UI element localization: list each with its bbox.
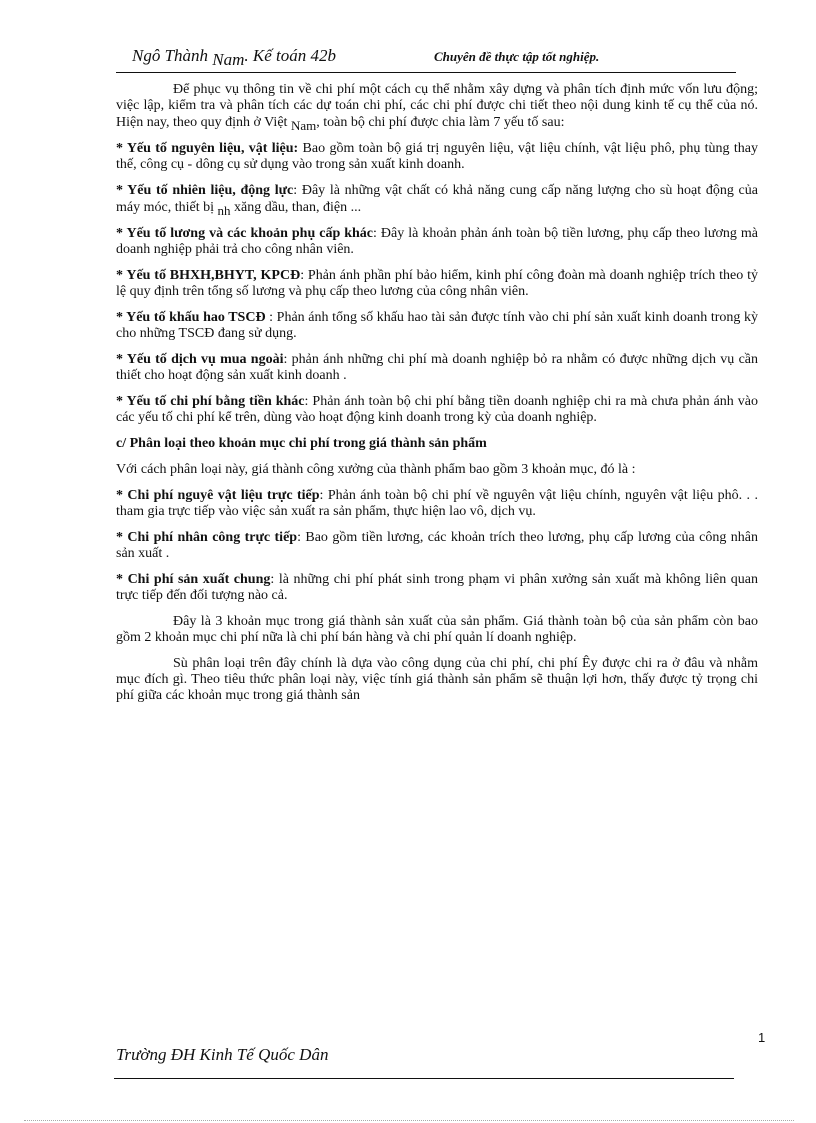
factor-other-cash-title: * Yếu tố chi phí bằng tiền khác bbox=[116, 394, 305, 409]
factor-materials-title: * Yếu tố nguyên liệu, vật liệu: bbox=[116, 141, 299, 156]
header-author bbox=[132, 46, 337, 69]
factor-materials-text: Bao gồm toàn bộ giá trị nguyên liệu, vật liệu chính, vật liệu phô, phụ tùng thay thế, công cụ - dông cụ sử dụng vào trong sản xuất kinh doanh. bbox=[116, 141, 758, 172]
intro-subscript: Nam bbox=[290, 118, 317, 133]
factor-salary-text: : Đây là khoản phản ánh toàn bộ tiền lương, phụ cấp theo lương mà doanh nghiệp phải trả cho công nhân viên. bbox=[116, 226, 759, 257]
item-direct-materials bbox=[116, 488, 758, 520]
footer-divider bbox=[114, 1078, 734, 1079]
item-direct-labor-title: * Chi phí nhân công trực tiếp bbox=[116, 530, 298, 545]
item-overhead bbox=[116, 572, 758, 604]
item-direct-materials-text: : Phản ánh toàn bộ chi phí về nguyên vật liệu chính, nguyên vật liệu phô. . . tham gia trực tiếp vào việc sản xuất ra sản phẩm, thực hiện lao vô, dịch vụ. bbox=[116, 488, 758, 519]
factor-insurance bbox=[116, 268, 758, 300]
factor-fuel-subscript: nh bbox=[217, 203, 231, 218]
author-prefix: Ngô Thành bbox=[132, 46, 213, 65]
factor-insurance-text: : Phản ánh phần phí bảo hiểm, kinh phí công đoàn mà doanh nghiệp trích theo tỷ lệ quy định trên tổng số lương và phụ cấp theo lương của công nhân viên. bbox=[116, 268, 758, 299]
item-direct-materials-title: * Chi phí nguyê vật liệu trực tiếp bbox=[116, 488, 320, 503]
item-overhead-text: : là những chi phí phát sinh trong phạm vi phân xưởng sản xuất mà không liên quan trực tiếp đến đối tượng nào cả. bbox=[116, 572, 759, 603]
page-header bbox=[116, 44, 736, 72]
section-c-intro: Với cách phân loại này, giá thành công xưởng của thành phẩm bao gồm 3 khoản mục, đó là : bbox=[116, 462, 636, 477]
factor-other-cash bbox=[116, 394, 758, 426]
factor-services bbox=[116, 352, 758, 384]
factor-depreciation bbox=[116, 310, 758, 342]
factor-materials bbox=[116, 141, 758, 173]
item-direct-labor bbox=[116, 530, 758, 562]
factor-depreciation-title: * Yếu tố khấu hao TSCĐ bbox=[116, 310, 266, 325]
factor-fuel-text-b: xăng dầu, than, điện ... bbox=[230, 200, 362, 215]
factor-insurance-title: * Yếu tố BHXH,BHYT, KPCĐ bbox=[116, 268, 301, 283]
intro-paragraph bbox=[116, 82, 758, 131]
factor-fuel bbox=[116, 183, 758, 216]
factor-salary bbox=[116, 226, 758, 258]
factor-depreciation-text: : Phản ánh tổng số khấu hao tài sản được tính vào chi phí sản xuất kinh doanh trong kỳ cho những TSCĐ đang sử dụng. bbox=[116, 310, 758, 341]
section-c-heading bbox=[116, 436, 758, 452]
author-suffix: . Kế toán 42b bbox=[244, 46, 337, 65]
header-divider bbox=[116, 72, 736, 73]
page-number: 1 bbox=[758, 1030, 766, 1045]
footer-school: Trường ĐH Kinh Tế Quốc Dân bbox=[116, 1045, 329, 1064]
header-title: Chuyên đề thực tập tốt nghiệp. bbox=[434, 49, 600, 64]
factor-services-text: : phản ánh những chi phí mà doanh nghiệp bỏ ra nhằm có được những dịch vụ cần thiết cho hoạt động sản xuất kinh doanh . bbox=[116, 352, 759, 383]
item-overhead-title: * Chi phí sản xuất chung bbox=[116, 572, 271, 587]
item-direct-labor-text: : Bao gồm tiền lương, các khoản trích theo lương, phụ cấp lương của công nhân sản xuất . bbox=[116, 530, 758, 561]
closing-paragraph-1: Đây là 3 khoản mục trong giá thành sản xuất của sản phẩm. Giá thành toàn bộ của sản phẩm còn bao gồm 2 khoản mục chi phí nữa là chi phí bán hàng và chi phí quản lí doanh nghiệp. bbox=[116, 614, 758, 645]
author-subscript: Nam bbox=[212, 50, 245, 69]
closing-paragraph-2: Sù phân loại trên đây chính là dựa vào công dụng của chi phí, chi phí Êy được chi ra ở đâu và nhằm mục đích gì. Theo tiêu thức phân loại này, việc tính giá thành sản phẩm sẽ thuận lợi hơn, thấy được tỷ trọng chi phí giữa các khoản mục trong giá thành sản bbox=[116, 656, 758, 703]
section-c-title: c/ Phân loại theo khoản mục chi phí trong giá thành sản phẩm bbox=[116, 436, 487, 451]
factor-services-title: * Yếu tố dịch vụ mua ngoài bbox=[116, 352, 284, 367]
intro-text-b: , toàn bộ chi phí được chia làm 7 yếu tố sau: bbox=[316, 115, 565, 130]
page-body bbox=[116, 82, 758, 714]
intro-text-a: Để phục vụ thông tin về chi phí một cách cụ thể nhằm xây dựng và phân tích định mức vốn lưu động; việc lập, kiểm tra và phân tích các dự toán chi phí, các chi phí được chi tiết theo nội dung kinh tế cụ thể của nó. Hiện nay, theo quy định ở Việt bbox=[116, 82, 758, 130]
factor-other-cash-text: : Phản ánh toàn bộ chi phí bằng tiền doanh nghiệp chi ra mà chưa phản ánh vào các yếu tố chi phí kể trên, dùng vào hoạt động kinh doanh trong kỳ của doanh nghiệp. bbox=[116, 394, 759, 425]
factor-fuel-text-a: : Đây là những vật chất có khả năng cung cấp năng lượng cho sù hoạt động của máy móc, thiết bị bbox=[116, 183, 758, 215]
factor-salary-title: * Yếu tố lương và các khoản phụ cấp khác bbox=[116, 226, 374, 241]
page-edge-divider bbox=[24, 1120, 794, 1121]
factor-fuel-title: * Yếu tố nhiên liệu, động lực bbox=[116, 183, 294, 198]
